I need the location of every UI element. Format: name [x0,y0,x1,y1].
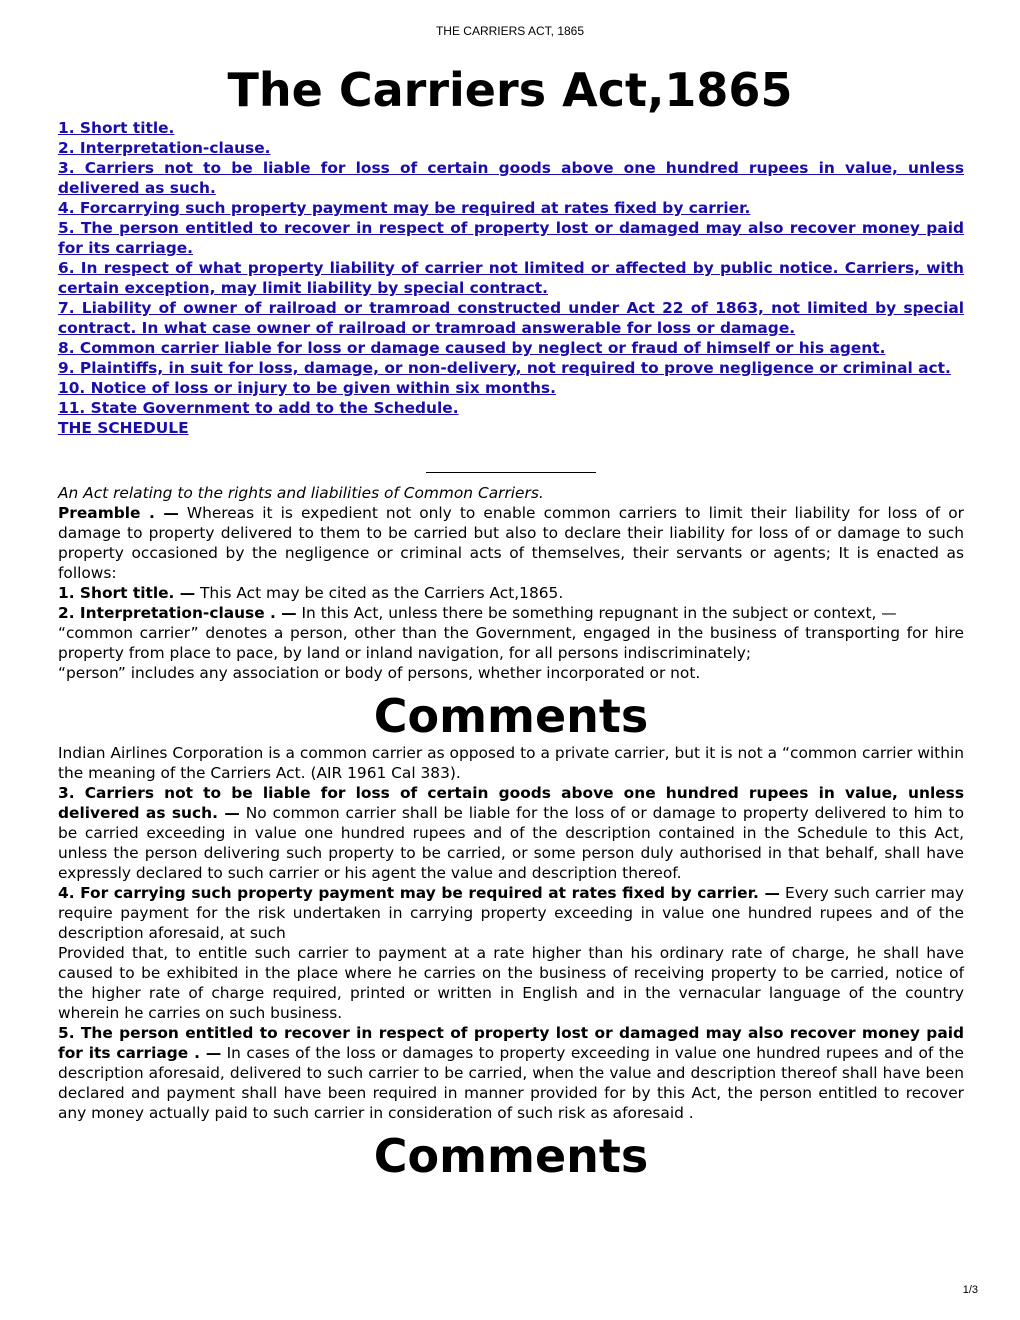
section-4-heading: 4. For carrying such property payment may be required at rates fixed by carrier. — [58,884,780,902]
section-1-heading: 1. Short title. — [58,584,196,602]
toc-link-section-6[interactable]: 6. In respect of what property liability of carrier not limited or affected by public notice. Carriers, with certain exception, may limit liability by special contract. [58,259,964,297]
section-5-text: In cases of the loss or damages to property exceeding in value one hundred rupees and of the description aforesaid, delivered to such carrier to be carried, when the value and description thereof shall have been declared and payment shall have been required in manner provided for by this Act, the person entitled to recover any money actually paid to such carrier in consideration of such risk as aforesaid . [58,1044,964,1122]
definition-person: “person” includes any association or body of persons, whether incorporated or not. [58,664,701,682]
toc-link-section-9[interactable]: 9. Plaintiffs, in suit for loss, damage, or non-delivery, not required to prove negligence or criminal act. [58,359,951,377]
page-number: 1/3 [962,1284,978,1296]
section-5-heading: 5. The person entitled to recover in respect of property lost or damaged may also recover money paid for its carriage . — [58,1024,964,1062]
section-3-text: No common carrier shall be liable for the loss of or damage to property delivered to him to be carried exceeding in value one hundred rupees and of the description contained in the Schedule to this Act, unless the person delivering such property to be carried, or some person duly authorised in that behalf, shall have expressly declared to such carrier or his agent the value and description thereof. [58,804,965,882]
separator-line [426,472,596,473]
act-intro: An Act relating to the rights and liabilities of Common Carriers. [58,484,544,502]
section-4 [58,883,964,943]
toc-link-section-3[interactable]: 3. Carriers not to be liable for loss of certain goods above one hundred rupees in value, unless delivered as such. [58,159,964,197]
definition-common-carrier: “common carrier” denotes a person, other than the Government, engaged in the business of transporting for hire property from place to pace, by land or inland navigation, for all persons indiscriminately; [58,624,964,662]
section-2-text: In this Act, unless there be something repugnant in the subject or context, — [296,604,897,622]
toc-link-section-7[interactable]: 7. Liability of owner of railroad or tramroad constructed under Act 22 of 1863, not limited by special contract. In what case owner of railroad or tramroad answerable for loss or damage. [58,299,964,337]
preamble-text: Whereas it is expedient not only to enable common carriers to limit their liability for loss of or damage to property delivered to them to be carried but also to declare their liability for loss of or damage to such property occasioned by the negligence or criminal acts of themselves, their servants or agents; It is enacted as follows: [58,504,964,582]
toc-link-section-5[interactable]: 5. The person entitled to recover in respect of property lost or damaged may also recover money paid for its carriage. [58,219,964,257]
section-2 [58,603,964,623]
section-2-heading: 2. Interpretation-clause . — [58,604,297,622]
section-1-text: This Act may be cited as the Carriers Act,1865. [195,584,564,602]
section-4-proviso: Provided that, to entitle such carrier to payment at a rate higher than his ordinary rate of charge, he shall have caused to be exhibited in the place where he carries on the business of receiving property to be carried, notice of the higher rate of charge required, printed or written in English and in the vernacular language of the country wherein he carries on such business. [58,944,964,1022]
document-body [58,118,964,1183]
section-5 [58,1023,964,1123]
section-4-text: Every such carrier may require payment for the risk undertaken in carrying property exceeding in value one hundred rupees and of the description aforesaid, at such [58,884,964,942]
toc-link-schedule[interactable]: THE SCHEDULE [58,419,189,437]
comments-heading: Comments [373,689,649,743]
toc-link-section-4[interactable]: 4. Forcarrying such property payment may be required at rates fixed by carrier. [58,199,751,217]
comments-heading-2: Comments [373,1129,649,1183]
section-3-heading: 3. Carriers not to be liable for loss of certain goods above one hundred rupees in value, unless delivered as such. — [58,784,964,822]
section-1 [58,583,964,603]
toc-link-section-1[interactable]: 1. Short title. [58,119,175,137]
section-3 [58,783,964,883]
toc-link-section-2[interactable]: 2. Interpretation-clause. [58,139,271,157]
toc-link-section-10[interactable]: 10. Notice of loss or injury to be given within six months. [58,379,556,397]
toc-link-section-11[interactable]: 11. State Government to add to the Schedule. [58,399,459,417]
preamble-heading: Preamble . — [58,504,179,522]
preamble [58,503,964,583]
table-of-contents [58,118,964,438]
comment-text: Indian Airlines Corporation is a common carrier as opposed to a private carrier, but it is not a “common carrier within the meaning of the Carriers Act. (AIR 1961 Cal 383). [58,744,964,782]
document-title: The Carriers Act,1865 [227,63,793,117]
toc-link-section-8[interactable]: 8. Common carrier liable for loss or damage caused by neglect or fraud of himself or his agent. [58,339,886,357]
running-header: THE CARRIERS ACT, 1865 [435,24,585,38]
